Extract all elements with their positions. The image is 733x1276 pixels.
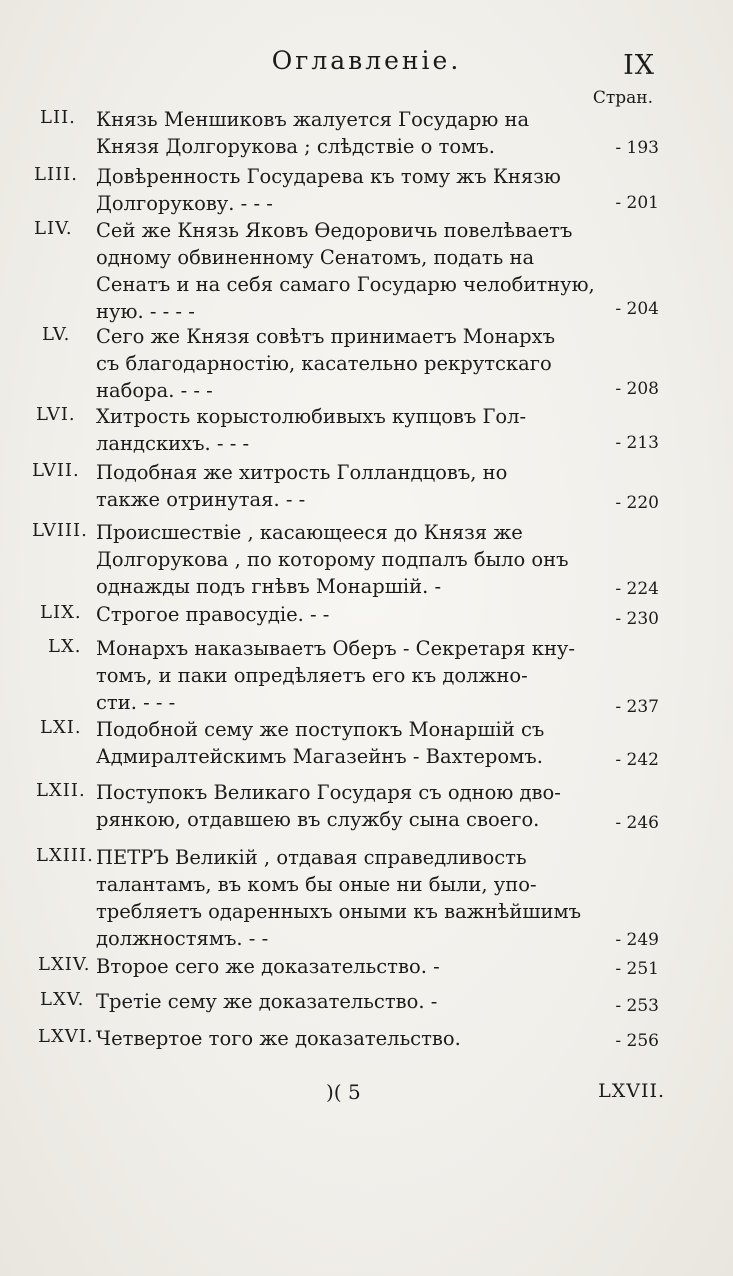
chapter-title	[96, 779, 616, 833]
page-reference: - 237	[615, 697, 659, 717]
chapter-title	[96, 953, 616, 980]
page-column-label: Стран.	[592, 88, 653, 108]
chapter-title-line: ландскихъ. - - -	[96, 432, 250, 455]
page-reference: - 249	[615, 930, 659, 950]
chapter-title-line: сти. - - -	[96, 691, 176, 714]
chapter-number: LII.	[40, 107, 76, 128]
chapter-title-line: томъ, и паки опредѣляетъ его къ должно-	[96, 664, 528, 687]
page-number-roman: IX	[623, 50, 655, 81]
chapter-number: LXI.	[40, 717, 82, 738]
chapter-title-line: ПЕТРЪ Великій , отдавая справедливость	[96, 846, 527, 869]
page-reference: - 213	[615, 433, 659, 453]
chapter-title-line: одному обвиненному Сенатомъ, подать на	[96, 246, 535, 269]
chapter-title	[96, 106, 616, 160]
chapter-title	[96, 635, 616, 716]
chapter-title-line: талантамъ, въ комъ бы оные ни были, упо-	[96, 873, 537, 896]
page-reference: - 208	[615, 379, 659, 399]
chapter-title-line: Сенатъ и на себя самаго Государю челобитную,	[96, 273, 595, 296]
chapter-title	[96, 459, 616, 513]
chapter-number: LVI.	[36, 404, 76, 425]
chapter-number: LXV.	[40, 989, 85, 1010]
page-reference: - 220	[615, 493, 659, 513]
chapter-title	[96, 519, 616, 600]
chapter-number: LX.	[48, 636, 82, 657]
chapter-number: LVIII.	[32, 520, 88, 541]
chapter-title	[96, 217, 616, 325]
chapter-title-line: Монархъ наказываетъ Оберъ - Секретаря кну-	[96, 637, 575, 660]
chapter-title-line: требляетъ одаренныхъ оными къ важнѣйшимъ	[96, 900, 582, 923]
chapter-title-line: Подобная же хитрость Голландцовъ, но	[96, 461, 508, 484]
chapter-title-line: Строгое правосудіе. - -	[96, 603, 330, 626]
chapter-title-line: должностямъ. - -	[96, 927, 269, 950]
chapter-title	[96, 844, 616, 952]
chapter-title	[96, 1025, 616, 1052]
chapter-title	[96, 323, 616, 404]
chapter-title-line: Князя Долгорукова ; слѣдствіе о томъ.	[96, 135, 495, 158]
chapter-title-line: ную. - - - -	[96, 300, 195, 323]
chapter-title	[96, 988, 616, 1015]
chapter-title-line: Долгорукову. - - -	[96, 192, 273, 215]
chapter-title	[96, 163, 616, 217]
page-reference: - 204	[615, 299, 659, 319]
chapter-title	[96, 716, 616, 770]
page-reference: - 256	[615, 1031, 659, 1051]
page-title: Оглавленіе.	[271, 46, 462, 75]
page-reference: - 242	[615, 750, 659, 770]
page-reference: - 251	[615, 959, 659, 979]
chapter-number: LXII.	[36, 780, 86, 801]
chapter-title-line: Сей же Князь Яковъ Ѳедоровичь повелѣваетъ	[96, 219, 573, 242]
chapter-number: LIX.	[40, 602, 82, 623]
page-reference: - 193	[615, 138, 659, 158]
page-reference: - 253	[615, 996, 659, 1016]
chapter-title	[96, 601, 616, 628]
page-reference: - 201	[615, 193, 659, 213]
chapter-title-line: Происшествіе , касающееся до Князя же	[96, 521, 523, 544]
chapter-title-line: Адмиралтейскимъ Магазейнъ - Вахтеромъ.	[96, 745, 543, 768]
chapter-title-line: Довѣренность Государева къ тому жъ Князю	[96, 165, 561, 188]
chapter-number: LVII.	[32, 460, 80, 481]
chapter-number: LXIII.	[36, 845, 94, 866]
chapter-title-line: Подобной сему же поступокъ Монаршій съ	[96, 718, 545, 741]
chapter-number: LV.	[42, 324, 71, 345]
page-reference: - 230	[615, 609, 659, 629]
chapter-title-line: однажды подъ гнѣвъ Монаршій. -	[96, 575, 442, 598]
page-reference: - 224	[615, 579, 659, 599]
chapter-title	[96, 403, 616, 457]
chapter-title-line: также отринутая. - -	[96, 488, 306, 511]
chapter-title-line: Третіе сему же доказательство. -	[96, 990, 438, 1013]
signature-mark: )( 5	[326, 1080, 361, 1104]
chapter-title-line: Князь Меншиковъ жалуется Государю на	[96, 108, 530, 131]
chapter-title-line: Хитрость корыстолюбивыхъ купцовъ Гол-	[96, 405, 527, 428]
chapter-title-line: Поступокъ Великаго Государя съ одною дво-	[96, 781, 561, 804]
chapter-title-line: съ благодарностію, касательно рекрутскаго	[96, 352, 552, 375]
chapter-title-line: рянкою, отдавшею въ службу сына своего.	[96, 808, 540, 831]
chapter-title-line: набора. - - -	[96, 379, 213, 402]
chapter-title-line: Долгорукова , по которому подпалъ было онъ	[96, 548, 569, 571]
page-reference: - 246	[615, 813, 659, 833]
chapter-title-line: Второе сего же доказательство. -	[96, 955, 440, 978]
chapter-number: LXVI.	[38, 1026, 94, 1047]
chapter-number: LXIV.	[38, 954, 91, 975]
catchword: LXVII.	[598, 1080, 665, 1102]
chapter-title-line: Сего же Князя совѣтъ принимаетъ Монархъ	[96, 325, 556, 348]
chapter-title-line: Четвертое того же доказательство.	[96, 1027, 461, 1050]
chapter-number: LIII.	[34, 164, 79, 185]
chapter-number: LIV.	[34, 218, 73, 239]
